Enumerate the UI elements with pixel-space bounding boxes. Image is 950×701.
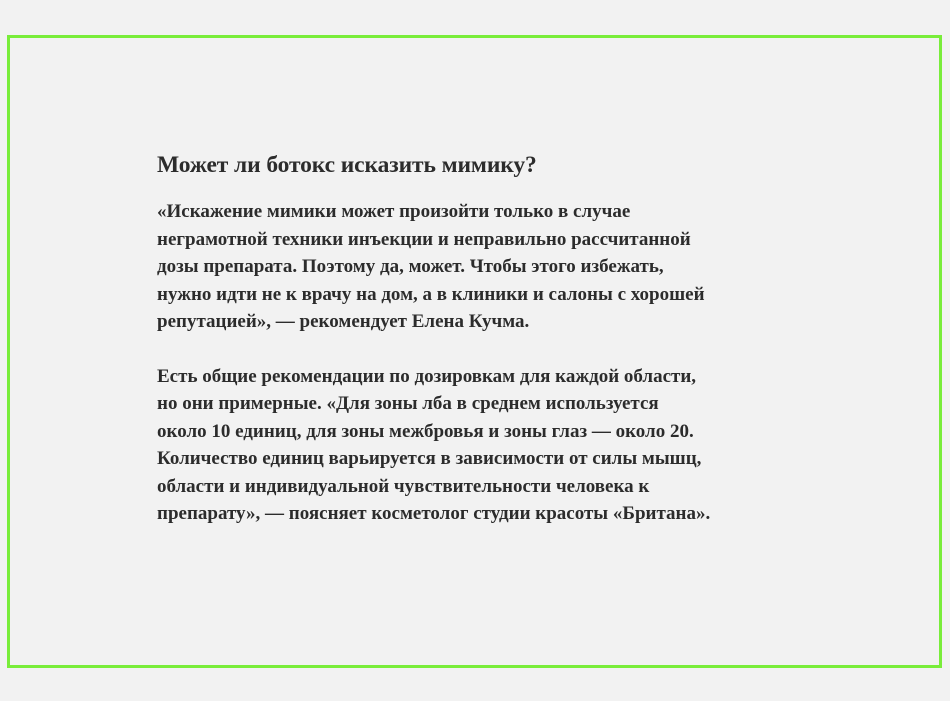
paragraph-line: около 10 единиц, для зоны межбровья и зоны глаз — около 20. xyxy=(157,420,694,442)
paragraph-line: но они примерные. «Для зоны лба в среднем используется xyxy=(157,393,659,414)
paragraph-dosage xyxy=(157,363,817,528)
paragraph-line: «Искажение мимики может произойти только в случае xyxy=(157,201,631,222)
article-title: Может ли ботокс исказить мимику? xyxy=(157,152,537,178)
paragraph-line: дозы препарата. Поэтому да, может. Чтобы этого избежать, xyxy=(157,256,664,277)
paragraph-line: Количество единиц варьируется в зависимости от силы мышц, xyxy=(157,448,702,469)
paragraph-line: Есть общие рекомендации по дозировкам для каждой области, xyxy=(157,365,697,387)
paragraph-quote-kuchma xyxy=(157,198,817,336)
paragraph-line: препарату», — поясняет косметолог студии красоты «Британа». xyxy=(157,503,711,524)
paragraph-line: репутацией», — рекомендует Елена Кучма. xyxy=(157,311,530,332)
article xyxy=(157,150,817,528)
paragraph-line: области и индивидуальной чувствительности человека к xyxy=(157,475,650,497)
content-frame xyxy=(7,35,942,668)
paragraph-line: неграмотной техники инъекции и неправильно рассчитанной xyxy=(157,228,691,250)
paragraph-line: нужно идти не к врачу на дом, а в клиники и салоны с хорошей xyxy=(157,283,705,305)
